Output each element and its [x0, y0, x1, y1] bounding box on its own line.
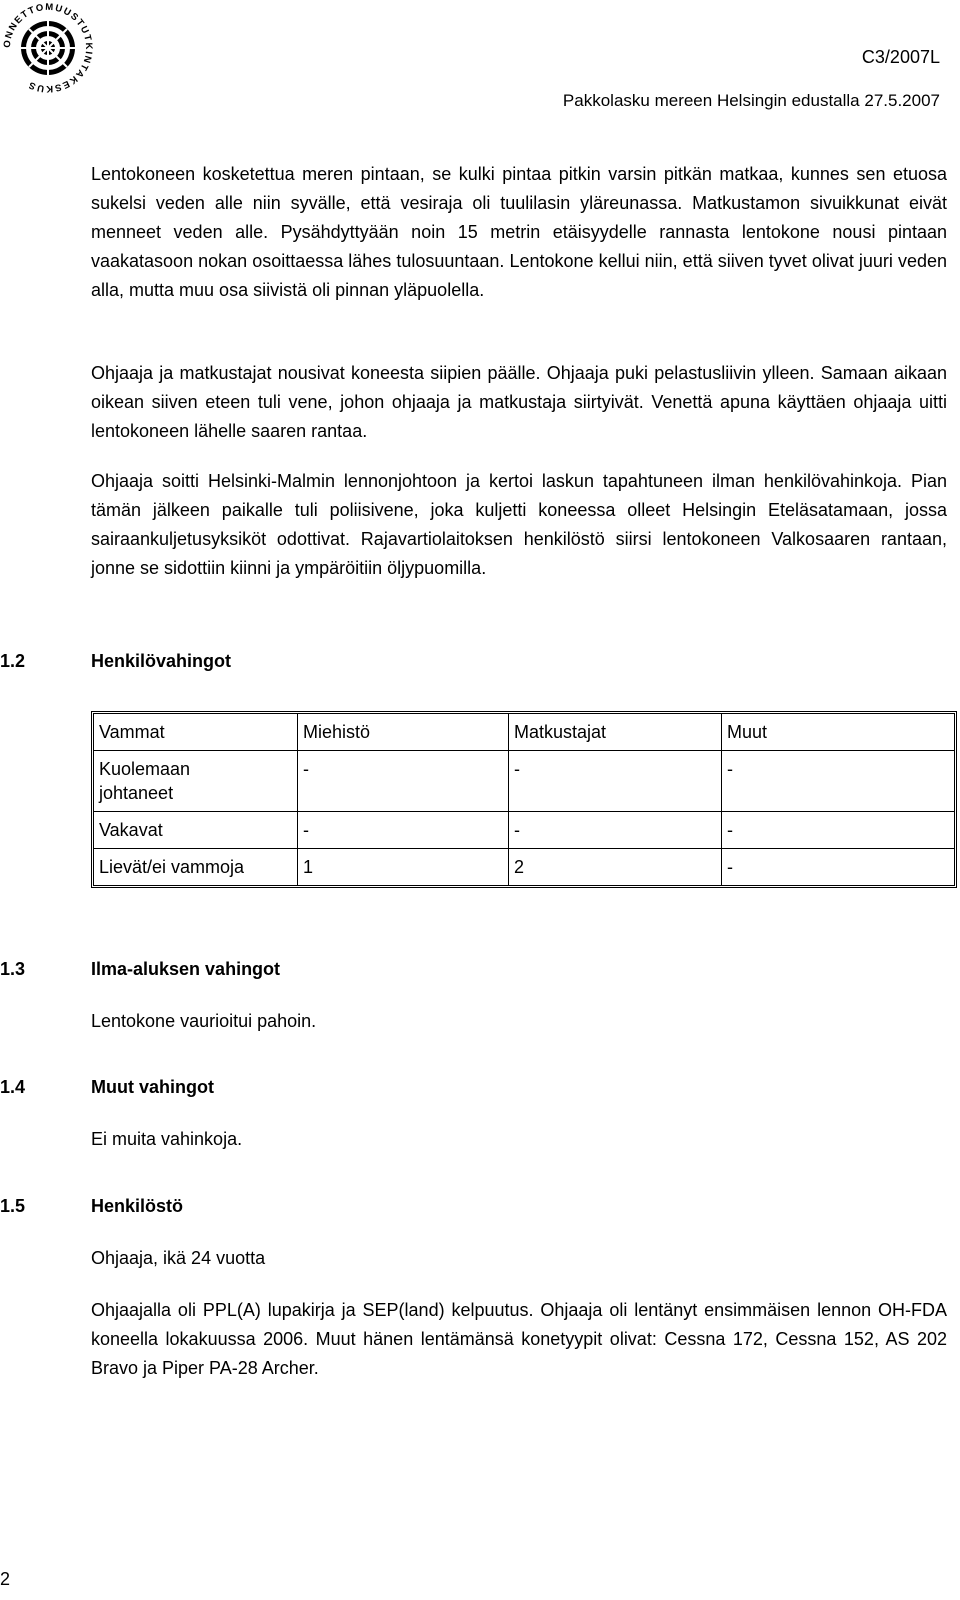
table-cell: -	[298, 812, 509, 849]
pilot-qualifications-paragraph: Ohjaajalla oli PPL(A) lupakirja ja SEP(land) kelpuutus. Ohjaaja oli lentänyt ensimmäisen lennon OH-FDA koneella lokakuussa 2006. Muut hänen lentämänsä konetyypit olivat: Cessna 172, Cessna 152, AS 202 Bravo ja Piper PA-28 Archer.	[91, 1300, 947, 1378]
table-header-cell: Muut	[722, 714, 954, 751]
table-cell: -	[722, 751, 954, 812]
injury-table	[91, 711, 957, 888]
page-number: 2	[0, 1569, 11, 1589]
aircraft-damage-text: Lentokone vaurioitui pahoin.	[91, 1011, 317, 1031]
table-cell: -	[298, 751, 509, 812]
section-title: Henkilövahingot	[91, 651, 232, 671]
table-cell: -	[509, 751, 722, 812]
section-number: 1.3	[0, 959, 26, 979]
paragraph-after-accident: Ohjaaja soitti Helsinki-Malmin lennonjohtoon ja kertoi laskun tapahtuneen ilman henkilövahinkoja. Pian tämän jälkeen paikalle tuli poliisivene, joka kuljetti koneessa olleet Helsingin Eteläsatamaan, jossa sairaankuljetusyksiköt odottivat. Rajavartiolaitoksen henkilöstö siirsi lentokoneen Valkosaaren rantaan, jonne se sidottiin kiinni ja ympäröitiin öljypuomilla.	[91, 471, 947, 578]
table-header-cell: Matkustajat	[509, 714, 722, 751]
section-title: Ilma-aluksen vahingot	[91, 959, 281, 979]
otk-logo	[0, 0, 96, 96]
report-code: C3/2007L	[861, 47, 940, 67]
section-number: 1.5	[0, 1196, 26, 1216]
paragraph-evacuation: Ohjaaja ja matkustajat nousivat koneesta siipien päälle. Ohjaaja puki pelastusliivin ylleen. Samaan aikaan oikean siiven eteen tuli vene, johon ohjaaja ja matkustaja siirtyivät. Venettä apuna käyttäen ohjaaja uitti lentokoneen lähelle saaren rantaa.	[91, 363, 947, 441]
table-header-cell: Miehistö	[298, 714, 509, 751]
section-title: Henkilöstö	[91, 1196, 184, 1216]
table-cell: Lievät/ei vammoja	[94, 849, 298, 885]
table-row	[94, 849, 954, 885]
table-row	[94, 812, 954, 849]
table-cell: -	[509, 812, 722, 849]
table-row	[94, 751, 954, 812]
table-cell: -	[722, 812, 954, 849]
logo-spiral-icon	[21, 21, 75, 75]
section-number: 1.4	[0, 1077, 26, 1097]
table-header-row	[94, 714, 954, 751]
section-title: Muut vahingot	[91, 1077, 214, 1097]
other-damage-text: Ei muita vahinkoja.	[91, 1129, 243, 1149]
table-cell: Vakavat	[94, 812, 298, 849]
table-cell: Kuolemaan johtaneet	[94, 751, 298, 812]
table-cell: 2	[509, 849, 722, 885]
paragraph-landing-sequence: Lentokoneen kosketettua meren pintaan, se kulki pintaa pitkin varsin pitkän matkaa, kunnes sen etuosa sukelsi veden alle niin syvälle, että vesiraja oli tuulilasin yläreunassa. Matkustamon sivuikkunat eivät menneet veden alle. Pysähdyttyään noin 15 metrin etäisyydelle rannasta lentokone nousi pintaan vaakatasoon nokan osoittaessa lähes tulosuuntaan. Lentokone kellui niin, että siiven tyvet olivat juuri veden alla, mutta muu osa siivistä oli pinnan yläpuolella.	[91, 164, 947, 300]
table-header-cell: Vammat	[94, 714, 298, 751]
logo-text: ONNETTOMUUSTUTKINTAKESKUS	[1, 1, 95, 95]
section-number: 1.2	[0, 651, 26, 671]
report-title: Pakkolasku mereen Helsingin edustalla 27.5.2007	[562, 91, 940, 110]
table-cell: -	[727, 857, 733, 877]
pilot-age-text: Ohjaaja, ikä 24 vuotta	[91, 1248, 266, 1268]
table-cell: 1	[298, 849, 509, 885]
